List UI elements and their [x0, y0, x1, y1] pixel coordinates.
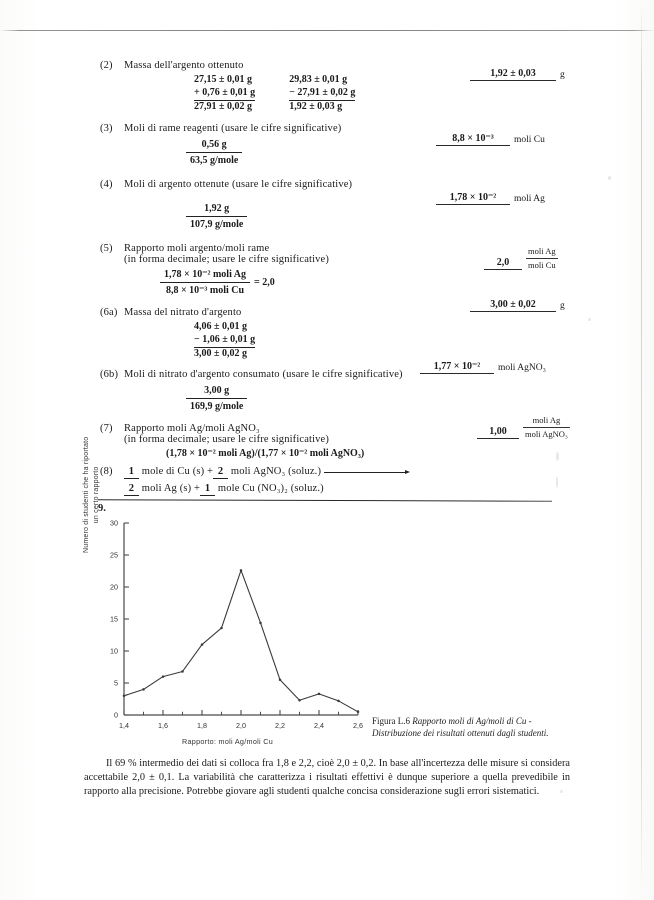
svg-text:30: 30 [110, 518, 118, 528]
item-5-expression [160, 268, 570, 297]
exercise-item-6b [100, 369, 570, 413]
scan-speck [608, 176, 611, 180]
svg-text:15: 15 [110, 614, 118, 624]
svg-text:2,0: 2,0 [236, 721, 246, 730]
item-8-number: (8) [100, 466, 113, 477]
section-divider [98, 499, 552, 501]
answer-blank-item-2[interactable] [470, 68, 565, 81]
exercise-item-6a [100, 307, 570, 360]
figure-caption-text: Rapporto moli di Ag/moli di Cu - Distribuzione dei risultati ottenuti dagli studenti. [372, 716, 549, 738]
equation-line-1 [100, 466, 570, 479]
svg-text:1,4: 1,4 [119, 721, 129, 730]
item-7-subtext: (in forma decimale; usare le cifre significative) [124, 434, 330, 445]
item-6a-number: (6a) [100, 307, 118, 318]
chart-plot-area [86, 515, 366, 745]
answer-unit: moli Ag [514, 194, 545, 204]
item-6b-text: Moli di nitrato d'argento consumato (usare le cifre significative) [124, 369, 403, 380]
fraction-numerator: 1,92 g [186, 202, 247, 217]
figure-caption [372, 716, 562, 739]
calc-row: 1,92 ± 0,03 g [289, 100, 343, 112]
closing-paragraph-text: Il 69 % intermedio dei dati si colloca fra 1,8 e 2,2, cioè 2,0 ± 0,2. In base all'incertezza delle misure si considera accettabile 2,0 ± 0,1. La variabilità che caratterizza i risultati effettivi è dunque superiore a quella prevedibile in rapporto alla precisione. Potrebbe giovare agli studenti qualche concisa considerazione sugli errori sistematici. [84, 758, 570, 798]
answer-value: 1,78 × 10⁻² [436, 192, 510, 205]
equation-term-4: mole Cu (NO₃)₂ (soluz.) [217, 483, 324, 494]
page-top-edge-line [0, 30, 654, 31]
answer-unit-numerator: moli Ag [526, 246, 558, 259]
y-axis-label-line-1: Numero di studenti che ha riportato [83, 436, 90, 553]
answer-unit-fraction [526, 246, 558, 270]
fraction-numerator: 1,78 × 10⁻² moli Ag [160, 268, 250, 283]
answer-unit: moli Cu [514, 135, 545, 145]
svg-text:25: 25 [110, 550, 118, 560]
fraction-numerator: 0,56 g [186, 138, 242, 153]
item-6a-text: Massa del nitrato d'argento [124, 307, 242, 318]
item-3-text: Moli di rame reagenti (usare le cifre significative) [124, 123, 342, 134]
equation-coefficient-1: 1 [124, 466, 139, 479]
page-right-edge-line [641, 0, 642, 900]
svg-text:5: 5 [114, 678, 118, 688]
item-5-fraction [160, 268, 250, 297]
item-6a-calculation [194, 321, 570, 360]
item-7-expression: (1,78 × 10⁻² moli Ag)/(1,77 × 10⁻² moli AgNO₃) [166, 448, 365, 459]
answer-blank-item-6a[interactable] [470, 299, 565, 312]
equation-coefficient-2: 2 [213, 466, 228, 479]
answer-unit-denominator: moli Cu [528, 259, 556, 270]
answer-unit-fraction [523, 415, 570, 439]
svg-text:1,6: 1,6 [158, 721, 168, 730]
answer-value: 2,0 [484, 257, 522, 270]
item-6b-number: (6b) [100, 369, 119, 380]
equation-term-1: mole di Cu (s) + [141, 466, 214, 477]
fraction-denominator: 169,9 g/mole [190, 401, 244, 412]
item-5-number: (5) [100, 243, 113, 254]
answer-blank-item-3[interactable] [436, 133, 545, 146]
item-2-text: Massa dell'argento ottenuto [124, 60, 244, 71]
chart-y-axis-label [82, 437, 102, 553]
equation-line-2 [124, 483, 570, 496]
item-6b-fraction [186, 384, 247, 413]
item-5-text: Rapporto moli argento/moli rame [124, 243, 270, 254]
answer-blank-item-5[interactable] [484, 246, 558, 270]
section-nine-label: 9. [98, 503, 106, 514]
exercise-item-4 [100, 179, 570, 231]
item-3-number: (3) [100, 123, 113, 134]
answer-unit: g [560, 301, 565, 311]
equation-coefficient-3: 2 [124, 483, 139, 496]
item-2-calc-left [194, 74, 255, 113]
answer-blank-item-7[interactable] [477, 415, 570, 439]
item-4-fraction [186, 202, 247, 231]
answer-value: 8,8 × 10⁻³ [436, 133, 510, 146]
item-5-subtext: (in forma decimale; usare le cifre significative) [124, 254, 330, 265]
scan-speck [588, 318, 591, 321]
answer-unit: g [560, 70, 565, 80]
svg-text:0: 0 [114, 710, 118, 720]
answer-blank-item-6b[interactable] [420, 361, 546, 374]
calc-row: 3,00 ± 0,02 g [194, 347, 247, 359]
svg-text:2,2: 2,2 [275, 721, 285, 730]
answer-unit-numerator: moli Ag [523, 415, 570, 428]
fraction-denominator: 63,5 g/mole [190, 155, 239, 166]
figure-caption-label: Figura L.6 [372, 716, 410, 726]
item-4-heading [100, 179, 570, 190]
svg-text:1,8: 1,8 [197, 721, 207, 730]
answer-blank-item-4[interactable] [436, 192, 545, 205]
answer-unit: moli AgNO₃ [498, 363, 546, 373]
item-4-number: (4) [100, 179, 113, 190]
calc-row: 27,15 ± 0,01 g [194, 74, 252, 85]
svg-text:20: 20 [110, 582, 118, 592]
calc-row: − 1,06 ± 0,01 g [194, 334, 255, 348]
equation-coefficient-4: 1 [200, 483, 215, 496]
equation-term-2: moli AgNO₃ (soluz.) [230, 466, 322, 477]
closing-paragraph [84, 757, 570, 800]
y-axis-label-line-2: un certo rapporto [93, 466, 101, 524]
item-2-calc-right [289, 74, 355, 113]
answer-unit-denominator: moli AgNO₃ [525, 428, 568, 439]
answer-value: 1,00 [477, 426, 519, 439]
answer-value: 1,77 × 10⁻² [420, 361, 494, 374]
calc-row: 4,06 ± 0,01 g [194, 321, 247, 332]
fraction-denominator: 107,9 g/mole [190, 219, 244, 230]
calc-row: + 0,76 ± 0,01 g [194, 87, 255, 101]
answer-value: 1,92 ± 0,03 [470, 68, 556, 81]
item-2-number: (2) [100, 60, 113, 71]
equation-term-3: moli Ag (s) + [141, 483, 201, 494]
item-7-text: Rapporto moli Ag/moli AgNO₃ [124, 423, 260, 434]
item-5-result: = 2,0 [254, 277, 275, 288]
fraction-denominator: 8,8 × 10⁻³ moli Cu [165, 285, 245, 296]
svg-text:2,4: 2,4 [314, 721, 324, 730]
calc-row: 27,91 ± 0,02 g [194, 100, 252, 112]
svg-text:10: 10 [110, 646, 118, 656]
svg-text:2,6: 2,6 [353, 721, 363, 730]
chart-x-axis-label: Rapporto: moli Ag/moli Cu [182, 737, 273, 746]
item-7-number: (7) [100, 423, 113, 434]
exercise-item-8 [100, 466, 570, 496]
item-4-text: Moli di argento ottenute (usare le cifre significative) [124, 179, 353, 190]
calc-row: 29,83 ± 0,01 g [289, 74, 348, 85]
item-3-fraction [186, 138, 242, 167]
calc-row: − 27,91 ± 0,02 g [289, 87, 355, 101]
fraction-numerator: 3,00 g [186, 384, 247, 399]
answer-value: 3,00 ± 0,02 [470, 299, 556, 312]
